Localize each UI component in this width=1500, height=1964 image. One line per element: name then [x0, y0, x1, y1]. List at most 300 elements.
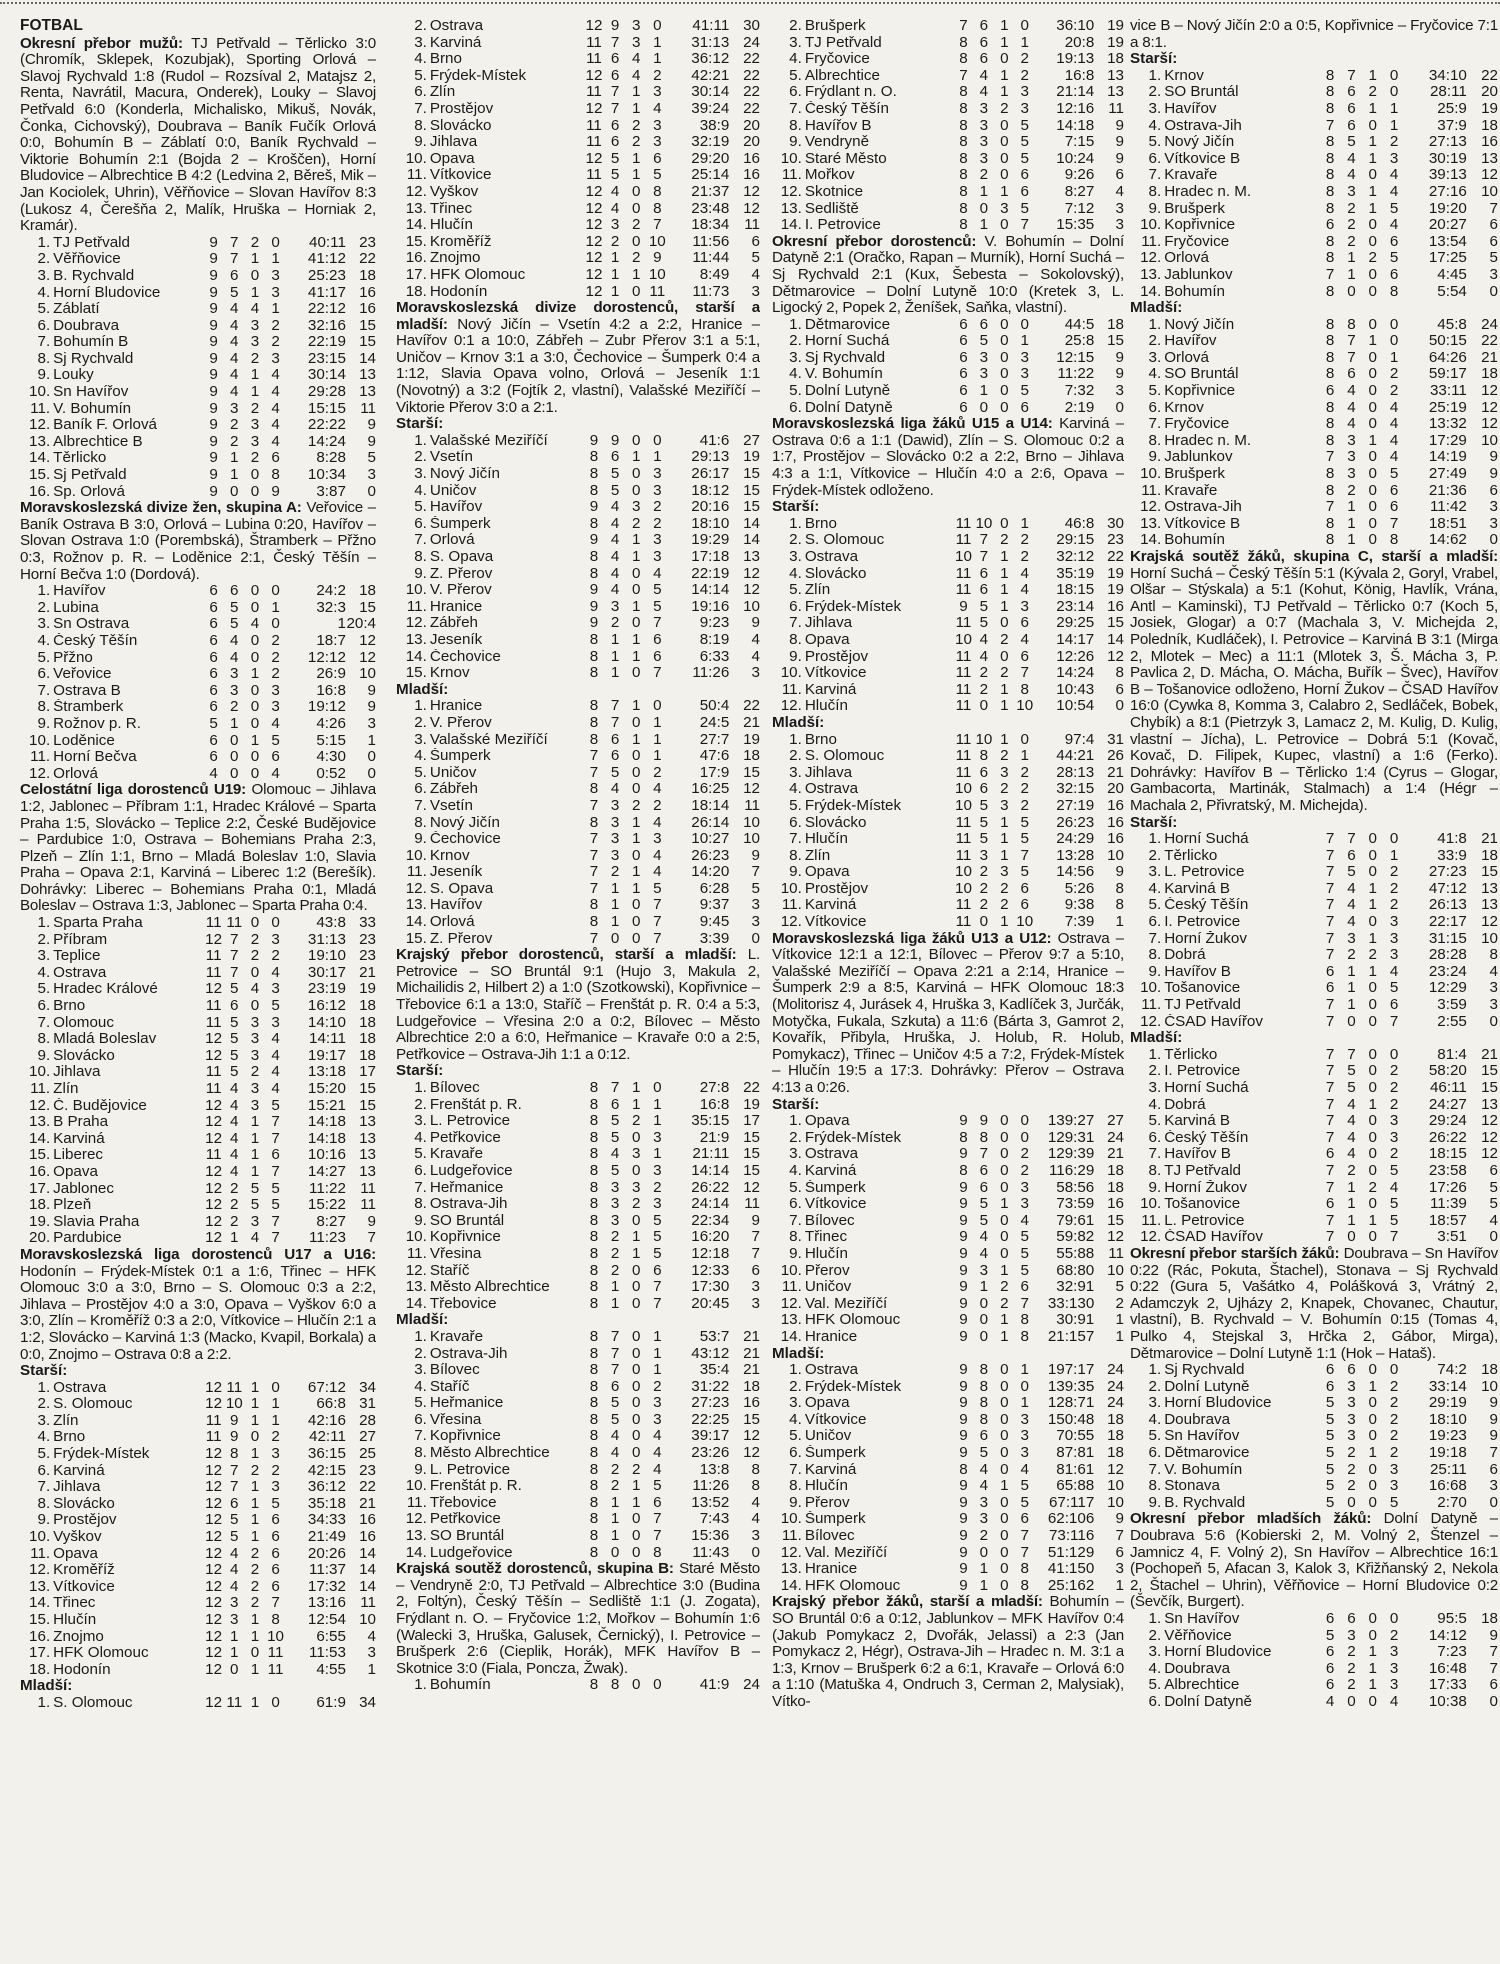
- table-row: [20, 367, 376, 384]
- cell-rank: 13.: [29, 1114, 51, 1131]
- cell-wins: 8: [979, 1395, 989, 1412]
- cell-wins: 11: [226, 915, 243, 932]
- cell-rank: 2.: [37, 1396, 51, 1413]
- cell-losses: 6: [271, 1529, 280, 1546]
- cell-played: 8: [589, 1494, 599, 1511]
- cell-wins: 5: [1347, 1080, 1356, 1096]
- cell-team-name: Sn Havířov: [1164, 1611, 1240, 1627]
- cell-draws: 0: [250, 1645, 260, 1662]
- cell-score: 23:58: [1428, 1162, 1467, 1179]
- cell-played: 7: [589, 748, 599, 765]
- cell-wins: 1: [1347, 1196, 1356, 1213]
- cell-score: 18:34: [691, 217, 730, 234]
- cell-played: 11: [955, 615, 972, 632]
- cell-team-name: Dětmarovice: [804, 316, 891, 333]
- cell-wins: 4: [979, 1229, 989, 1246]
- cell-score: 35:19: [1056, 565, 1095, 582]
- cell-played: 8: [589, 1229, 599, 1246]
- cell-rank: 1.: [414, 698, 427, 715]
- cell-wins: 10: [225, 1396, 243, 1413]
- cell-team-name: Tošanovice: [1164, 980, 1241, 997]
- cell-wins: 1: [610, 1494, 620, 1511]
- cell-points: 22: [359, 1479, 376, 1496]
- table-row: [20, 932, 376, 949]
- cell-draws: 0: [1368, 1146, 1377, 1163]
- cell-losses: 1: [1020, 748, 1029, 765]
- cell-wins: 2: [979, 897, 989, 914]
- cell-played: 9: [959, 1494, 968, 1511]
- cell-played: 12: [205, 1545, 223, 1562]
- subheading: Starší:: [396, 1062, 444, 1080]
- cell-score: 12:16: [1056, 100, 1095, 117]
- cell-team-name: Horní Bludovice: [1164, 1644, 1272, 1661]
- cell-team-name: Brno: [429, 51, 462, 68]
- cell-points: 10: [1107, 1262, 1124, 1279]
- cell-rank: 14.: [29, 450, 51, 467]
- cell-losses: 4: [653, 1461, 662, 1478]
- cell-rank: 15.: [29, 1147, 51, 1164]
- table-row: [1130, 483, 1498, 500]
- cell-played: 8: [589, 1428, 599, 1445]
- cell-draws: 3: [250, 317, 260, 334]
- cell-wins: 6: [610, 1096, 620, 1113]
- cell-draws: 0: [1000, 515, 1009, 532]
- cell-score: 14:18: [307, 1130, 346, 1147]
- cell-played: 8: [589, 714, 599, 731]
- cell-rank: 12.: [405, 1511, 427, 1528]
- cell-draws: 0: [250, 599, 260, 616]
- cell-losses: 5: [1389, 1162, 1399, 1179]
- cell-score: 27:49: [1428, 466, 1467, 483]
- cell-wins: 3: [610, 1212, 620, 1229]
- cell-draws: 0: [631, 714, 641, 731]
- cell-wins: 4: [1347, 399, 1356, 416]
- cell-played: 10: [955, 864, 972, 881]
- cell-score: 28:13: [1056, 764, 1095, 781]
- cell-score: 65:88: [1056, 1478, 1095, 1495]
- cell-wins: 0: [610, 930, 620, 947]
- cell-score: 73:116: [1048, 1528, 1095, 1545]
- cell-losses: 5: [271, 1495, 280, 1512]
- cell-draws: 0: [1368, 1113, 1377, 1130]
- cell-points: 18: [359, 998, 376, 1015]
- cell-draws: 0: [631, 183, 641, 200]
- cell-played: 8: [1325, 416, 1335, 433]
- cell-draws: 0: [1368, 980, 1377, 997]
- cell-score: 8:27: [1064, 183, 1095, 200]
- cell-score: 41:11: [692, 18, 730, 34]
- cell-played: 12: [205, 1479, 223, 1496]
- cell-score: 36:12: [691, 51, 730, 68]
- cell-points: 12: [1107, 648, 1124, 665]
- cell-losses: 0: [1020, 1378, 1029, 1395]
- cell-rank: 6.: [37, 998, 51, 1015]
- cell-team-name: Skotnice: [804, 183, 864, 200]
- cell-points: 9: [1489, 1395, 1498, 1412]
- cell-rank: 6.: [1148, 1129, 1162, 1146]
- cell-team-name: Znojmo: [429, 250, 481, 267]
- cell-team-name: Bohumín: [1164, 283, 1225, 300]
- cell-score: 43:8: [316, 915, 346, 932]
- cell-played: 9: [209, 433, 218, 450]
- table-row: [772, 1578, 1124, 1595]
- cell-points: 15: [743, 1411, 760, 1428]
- cell-rank: 14.: [405, 217, 427, 234]
- cell-played: 9: [959, 1229, 968, 1246]
- cell-played: 11: [955, 532, 972, 549]
- cell-score: 14:18: [307, 1114, 346, 1131]
- cell-team-name: Nový Jičín: [1164, 134, 1235, 151]
- table-row: [396, 1263, 760, 1280]
- column-2: [396, 18, 760, 1958]
- cell-losses: 0: [271, 616, 280, 633]
- cell-score: 27:16: [1428, 183, 1467, 200]
- cell-team-name: Kravaře: [429, 1146, 484, 1163]
- cell-team-name: Dolní Lutyně: [1164, 1378, 1250, 1395]
- cell-score: 39:24: [691, 100, 730, 117]
- cell-score: 7:39: [1064, 914, 1095, 931]
- cell-wins: 4: [610, 1445, 620, 1462]
- cell-wins: 4: [230, 1163, 239, 1180]
- table-row: [396, 1362, 760, 1379]
- cell-rank: 2.: [789, 18, 802, 34]
- cell-played: 8: [959, 1461, 968, 1478]
- table-row: [396, 35, 760, 52]
- cell-team-name: Kopřivnice: [1164, 383, 1236, 400]
- cell-points: 5: [751, 880, 760, 897]
- table-row: [20, 716, 376, 733]
- cell-draws: 0: [1000, 117, 1009, 134]
- cell-losses: 7: [271, 1114, 280, 1131]
- cell-team-name: Teplice: [53, 948, 101, 965]
- cell-points: 10: [743, 831, 760, 848]
- cell-losses: 2: [271, 632, 280, 649]
- cell-draws: 2: [1000, 1279, 1009, 1296]
- cell-losses: 7: [1389, 515, 1399, 532]
- cell-rank: 9.: [1148, 1494, 1162, 1511]
- table-row: [772, 881, 1124, 898]
- cell-losses: 2: [1389, 1627, 1399, 1644]
- cell-losses: 6: [1020, 167, 1029, 184]
- cell-points: 15: [1107, 333, 1124, 350]
- cell-points: 23: [1107, 532, 1124, 549]
- cell-points: 14: [743, 515, 760, 532]
- cell-score: 38:9: [699, 117, 730, 134]
- results-text: Hodonín – Frýdek-Místek 0:1 a 1:6, Třinec – HFK Olomouc 3:0 a 3:0, Brno – S. Olomouc 0:3 a 2:2, Jihlava – Prostějov 4:0 a 3:0, Opava – Vyškov 6:0 a 3:0, Zlín – Kroměříž 0:3 a 2:0, Vítkovice – Hlučín 2:1 a 1:2, Slovácko – Karviná 1:3 (Macko, Kvapil, Borkala) a 0:0, Znojmo – Ostrava 0:8 a 2:2.: [20, 1262, 376, 1363]
- cell-team-name: Kroměříž: [53, 1562, 115, 1579]
- cell-losses: 7: [653, 1511, 662, 1528]
- cell-losses: 5: [1020, 150, 1029, 167]
- cell-played: 9: [209, 417, 218, 434]
- cell-rank: 13.: [405, 631, 427, 648]
- results-text: Olomouc – Jihlava 1:2, Jablonec – Příbram 1:1, Hradec Králové – Sparta Praha 1:5, Slovácko – Teplice 2:2, České Budějovice – Pardubice 1:0, Ostrava – Bohemians Praha 2:3, Plzeň – Zlín 1:1, Brno – Mladá Boleslav 1:0, Slavia Praha – Opava 2:1, Karviná – Liberec 1:2 (Berešík). Dohrávky: Liberec – Bohemians Praha 0:1, Mladá Boleslav – Ostrava 1:3, Jablonec – Sparta Praha 0:4.: [20, 781, 376, 915]
- cell-draws: 0: [1368, 349, 1377, 366]
- table-row: [20, 948, 376, 965]
- standings-table: [772, 18, 1124, 234]
- cell-points: 9: [367, 699, 376, 716]
- table-row: [20, 699, 376, 716]
- cell-losses: 4: [653, 1428, 662, 1445]
- table-row: [20, 318, 376, 335]
- cell-team-name: Sparta Praha: [53, 915, 143, 932]
- cell-team-name: TJ Petřvald: [1164, 997, 1242, 1014]
- cell-losses: 0: [1389, 1362, 1399, 1379]
- cell-draws: 1: [250, 384, 260, 401]
- cell-score: 81:61: [1056, 1461, 1095, 1478]
- table-row: [772, 35, 1124, 52]
- cell-losses: 6: [653, 1262, 662, 1279]
- cell-wins: 6: [610, 134, 620, 151]
- table-row: [20, 1197, 376, 1214]
- cell-rank: 1.: [414, 1677, 427, 1694]
- cell-rank: 14.: [29, 1595, 51, 1612]
- cell-losses: 1: [653, 1096, 662, 1113]
- cell-played: 9: [209, 251, 218, 268]
- results-text: V. Bohumín – Dolní Datyně 2:1 (Oračko, Rapan – Murník), Horní Suchá – Sj Rychvald 2:1 (Kux, Šebesta – Sokolovský), Dětmarovice – Dolní Lutyně 10:0 (Kretek 3, L. Ligocký 2, Popek 2, Ženíšek, Saňka, vlastní).: [772, 232, 1124, 317]
- cell-losses: 3: [1389, 1677, 1399, 1694]
- cell-points: 9: [1115, 349, 1124, 366]
- table-row: [20, 1612, 376, 1629]
- cell-losses: 3: [1389, 930, 1399, 947]
- table-row: [396, 1196, 760, 1213]
- cell-points: 24: [743, 34, 760, 51]
- cell-draws: 2: [631, 217, 641, 234]
- cell-team-name: S. Olomouc: [53, 1694, 133, 1711]
- cell-played: 6: [1325, 963, 1335, 980]
- cell-team-name: Karviná: [53, 1462, 105, 1479]
- cell-losses: 8: [1020, 1561, 1029, 1578]
- cell-wins: 3: [1347, 1627, 1356, 1644]
- cell-team-name: Dobrá: [1164, 947, 1206, 964]
- cell-played: 6: [1325, 383, 1335, 400]
- cell-team-name: I. Petrovice: [804, 217, 881, 234]
- cell-team-name: Orlová: [1164, 349, 1209, 366]
- cell-draws: 3: [250, 417, 260, 434]
- table-row: [1130, 1146, 1498, 1163]
- table-row: [20, 633, 376, 650]
- cell-rank: 12.: [29, 765, 51, 782]
- table-row: [396, 632, 760, 649]
- cell-draws: 0: [1000, 1445, 1009, 1462]
- cell-score: 25:11: [1429, 1461, 1467, 1478]
- cell-losses: 7: [653, 1528, 662, 1545]
- cell-score: 13:52: [691, 1494, 730, 1511]
- cell-score: 42:16: [307, 1412, 346, 1429]
- cell-points: 20: [1481, 84, 1498, 101]
- cell-draws: 0: [1368, 1478, 1377, 1495]
- cell-losses: 0: [1020, 316, 1029, 333]
- cell-points: 7: [1489, 1660, 1498, 1677]
- cell-losses: 8: [271, 467, 280, 484]
- cell-points: 10: [359, 666, 376, 683]
- cell-losses: 6: [1389, 266, 1399, 283]
- cell-team-name: Vítkovice: [804, 1196, 867, 1213]
- cell-points: 31: [359, 1396, 376, 1413]
- table-row: [20, 1413, 376, 1430]
- cell-rank: 10.: [29, 384, 51, 401]
- cell-points: 17: [743, 1113, 760, 1130]
- cell-points: 18: [1481, 366, 1498, 383]
- cell-draws: 1: [250, 367, 260, 384]
- cell-losses: 2: [1389, 1395, 1399, 1412]
- cell-losses: 1: [1389, 100, 1399, 117]
- cell-played: 9: [959, 1146, 968, 1163]
- cell-played: 8: [589, 1395, 599, 1412]
- cell-team-name: Krnov: [1164, 399, 1204, 416]
- cell-points: 21: [359, 964, 376, 981]
- table-row: [772, 184, 1124, 201]
- cell-losses: 3: [1020, 1445, 1029, 1462]
- cell-draws: 0: [1000, 1428, 1009, 1445]
- cell-rank: 8.: [789, 1229, 802, 1246]
- cell-wins: 1: [230, 450, 239, 467]
- cell-score: 16:8: [699, 1096, 730, 1113]
- cell-score: 19:13: [1056, 51, 1095, 68]
- cell-losses: 5: [653, 1478, 662, 1495]
- cell-draws: 1: [1000, 847, 1009, 864]
- cell-points: 21: [1107, 764, 1124, 781]
- cell-rank: 10.: [1140, 980, 1162, 997]
- cell-played: 10: [955, 781, 972, 798]
- subheading: Mladší:: [1130, 1029, 1183, 1047]
- cell-draws: 2: [631, 250, 641, 267]
- cell-score: 16:8: [316, 682, 346, 699]
- cell-score: 17:32: [307, 1578, 346, 1595]
- cell-played: 6: [1325, 1611, 1335, 1627]
- cell-points: 7: [1489, 1644, 1498, 1661]
- cell-played: 9: [959, 598, 968, 615]
- standings-table: [20, 235, 376, 501]
- cell-draws: 1: [631, 1080, 641, 1096]
- table-row: [772, 682, 1124, 699]
- cell-team-name: Krnov: [429, 847, 470, 864]
- cell-points: 0: [1115, 399, 1124, 416]
- cell-played: 7: [589, 847, 599, 864]
- cell-played: 6: [959, 316, 968, 333]
- cell-played: 11: [955, 515, 972, 532]
- cell-wins: 5: [979, 814, 989, 831]
- cell-wins: 1: [1347, 266, 1356, 283]
- cell-losses: 4: [1389, 399, 1399, 416]
- table-row: [772, 831, 1124, 848]
- cell-score: 11:44: [692, 250, 730, 267]
- cell-team-name: Sj Rychvald: [1164, 1362, 1245, 1379]
- cell-draws: 0: [631, 897, 641, 914]
- table-row: [772, 1511, 1124, 1528]
- cell-wins: 6: [979, 1428, 989, 1445]
- cell-points: 9: [1489, 466, 1498, 483]
- cell-team-name: Pardubice: [53, 1230, 122, 1247]
- cell-points: 3: [1489, 1478, 1498, 1495]
- cell-played: 8: [589, 1295, 599, 1312]
- cell-wins: 4: [1347, 1113, 1356, 1130]
- cell-team-name: HFK Olomouc: [53, 1645, 149, 1662]
- cell-score: 68:80: [1056, 1262, 1095, 1279]
- cell-played: 6: [1325, 1362, 1335, 1379]
- cell-wins: 3: [610, 217, 620, 234]
- cell-losses: 6: [271, 450, 280, 467]
- cell-score: 19:20: [1428, 200, 1467, 217]
- cell-rank: 7.: [789, 831, 802, 848]
- cell-points: 21: [1481, 1046, 1498, 1063]
- cell-rank: 1.: [1148, 316, 1162, 333]
- cell-played: 12: [205, 931, 223, 948]
- cell-wins: 7: [1347, 349, 1356, 366]
- cell-team-name: Vítkovice: [429, 167, 492, 184]
- cell-score: 20:16: [691, 499, 730, 516]
- cell-rank: 1.: [1148, 1611, 1162, 1627]
- cell-losses: 1: [653, 1113, 662, 1130]
- table-row: [20, 766, 376, 783]
- cell-rank: 4.: [37, 284, 51, 301]
- cell-draws: 0: [1368, 233, 1377, 250]
- cell-points: 3: [367, 467, 376, 484]
- cell-rank: 16.: [29, 1163, 51, 1180]
- cell-score: 59:17: [1428, 366, 1467, 383]
- cell-losses: 3: [271, 699, 280, 716]
- cell-draws: 1: [1000, 1328, 1009, 1345]
- cell-wins: 6: [979, 1162, 989, 1179]
- table-row: [396, 1279, 760, 1296]
- cell-rank: 7.: [414, 1428, 427, 1445]
- cell-rank: 3.: [1148, 1644, 1162, 1661]
- table-row: [1130, 947, 1498, 964]
- cell-rank: 8.: [37, 699, 51, 716]
- cell-wins: 5: [979, 615, 989, 632]
- cell-played: 12: [585, 18, 603, 34]
- table-row: [1130, 466, 1498, 483]
- cell-rank: 14.: [405, 914, 427, 931]
- table-row: [1130, 167, 1498, 184]
- cell-losses: 5: [1020, 1229, 1029, 1246]
- cell-rank: 14.: [405, 648, 427, 665]
- cell-team-name: Krnov: [429, 665, 470, 682]
- cell-points: 6: [1489, 217, 1498, 234]
- cell-score: 24:29: [1056, 831, 1095, 848]
- cell-wins: 10: [975, 731, 993, 748]
- cell-points: 16: [743, 150, 760, 167]
- cell-score: 22:25: [691, 1411, 730, 1428]
- cell-draws: 5: [250, 1180, 260, 1197]
- cell-played: 8: [589, 648, 599, 665]
- cell-score: 15:15: [307, 400, 346, 417]
- cell-losses: 4: [1389, 1693, 1399, 1710]
- cell-played: 9: [959, 1113, 968, 1130]
- cell-points: 22: [743, 84, 760, 101]
- cell-wins: 5: [979, 1212, 989, 1229]
- table-row: [396, 599, 760, 616]
- cell-draws: 2: [250, 931, 260, 948]
- cell-rank: 4.: [789, 781, 802, 798]
- cell-team-name: Těrlicko: [1164, 847, 1218, 864]
- cell-wins: 8: [230, 1446, 239, 1463]
- cell-played: 8: [589, 1262, 599, 1279]
- table-row: [396, 134, 760, 151]
- table-row: [396, 449, 760, 466]
- cell-played: 7: [589, 930, 599, 947]
- table-row: [772, 1428, 1124, 1445]
- cell-team-name: S. Olomouc: [804, 748, 885, 765]
- cell-rank: 3.: [414, 731, 427, 748]
- cell-score: 22:12: [307, 301, 346, 318]
- table-row: [1130, 964, 1498, 981]
- cell-team-name: Karviná: [804, 681, 857, 698]
- cell-wins: 1: [610, 1295, 620, 1312]
- cell-team-name: Jihlava: [804, 615, 853, 632]
- competition-name: Moravskoslezská divize žen, skupina A:: [20, 499, 302, 517]
- cell-team-name: Přerov: [804, 1262, 850, 1279]
- cell-played: 7: [1325, 117, 1335, 134]
